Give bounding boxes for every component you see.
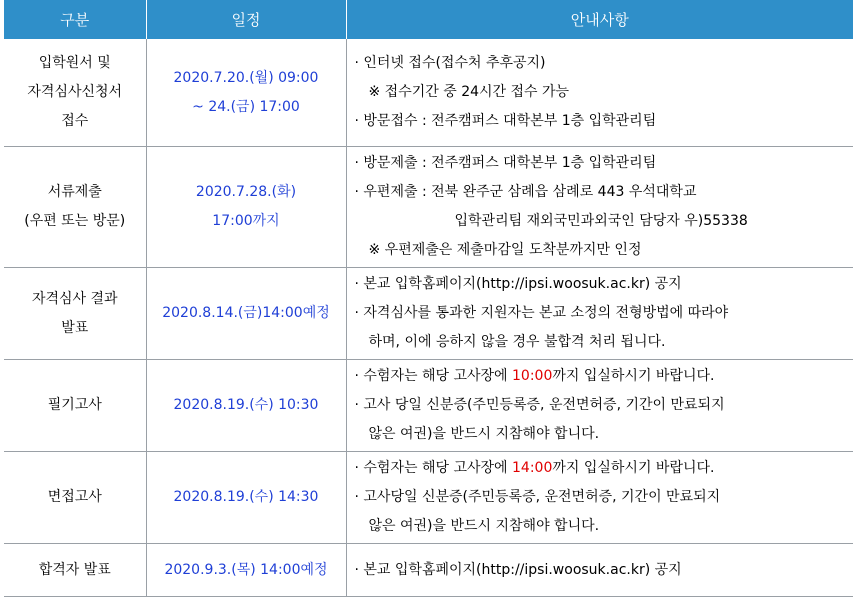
schedule-cell	[146, 452, 346, 544]
table-row	[4, 452, 853, 544]
entry-time: 10:00	[512, 368, 553, 384]
table-row	[4, 544, 853, 597]
note-text: · 수험자는 해당 고사장에	[354, 368, 512, 384]
category-cell	[4, 452, 146, 544]
category-text: 자격심사신청서	[27, 84, 123, 100]
schedule-table	[4, 0, 853, 597]
table-row	[4, 268, 853, 360]
note-line: ※ 우편제출은 제출마감일 도착분까지만 인정	[368, 242, 642, 258]
category-text: 자격심사 결과	[31, 290, 118, 307]
note-text: 까지 입실하시기 바랍니다.	[552, 368, 715, 384]
category-text: 입학원서 및	[38, 55, 111, 71]
schedule-text: 2020.9.3.(목) 14:00예정	[164, 561, 328, 578]
schedule-cell	[146, 268, 346, 360]
notes-cell	[346, 268, 853, 360]
schedule-text: ~ 24.(금) 17:00	[192, 98, 300, 115]
category-cell	[4, 39, 146, 147]
schedule-text: 2020.7.20.(월) 09:00	[173, 69, 319, 86]
schedule-text: 17:00까지	[212, 213, 280, 229]
note-line: · 우편제출 : 전북 완주군 삼례읍 삼례로 443 우석대학교	[354, 184, 697, 200]
header-schedule: 일정	[146, 0, 346, 39]
note-line: 않은 여권)을 반드시 지참해야 합니다.	[368, 426, 600, 442]
schedule-cell	[146, 360, 346, 452]
schedule-cell	[146, 544, 346, 597]
note-line: ※ 접수기간 중 24시간 접수 가능	[368, 84, 570, 100]
category-cell	[4, 268, 146, 360]
notes-cell	[346, 452, 853, 544]
category-text: 필기고사	[47, 397, 102, 413]
note-line	[355, 454, 854, 483]
note-line: · 본교 입학홈페이지(http://ipsi.woosuk.ac.kr) 공지	[354, 561, 682, 578]
note-line: · 인터넷 접수(접수처 추후공지)	[354, 55, 546, 71]
category-text: 합격자 발표	[38, 561, 111, 578]
category-text: (우편 또는 방문)	[24, 213, 126, 229]
schedule-text: 2020.7.28.(화)	[195, 184, 297, 200]
notes-cell	[346, 147, 853, 268]
notes-cell	[346, 544, 853, 597]
note-line: 입학관리팀 재외국민과외국인 담당자 우)55338	[454, 213, 748, 229]
category-text: 면접고사	[47, 489, 102, 505]
schedule-text: 2020.8.14.(금)14:00예정	[162, 305, 330, 321]
note-line: · 방문접수 : 전주캠퍼스 대학본부 1층 입학관리팀	[354, 113, 657, 129]
notes-cell	[346, 39, 853, 147]
schedule-cell	[146, 147, 346, 268]
schedule-text: 2020.8.19.(수) 10:30	[173, 397, 319, 413]
schedule-text: 2020.8.19.(수) 14:30	[173, 489, 319, 505]
note-line	[355, 362, 854, 391]
category-text: 접수	[61, 113, 89, 129]
header-notes: 안내사항	[346, 0, 853, 39]
category-text: 서류제출	[47, 184, 102, 200]
note-line: · 고사 당일 신분증(주민등록증, 운전면허증, 기간이 만료되지	[354, 397, 725, 413]
note-line: · 고사당일 신분증(주민등록증, 운전면허증, 기간이 만료되지	[354, 489, 721, 505]
note-line: 하며, 이에 응하지 않을 경우 불합격 처리 됩니다.	[368, 334, 666, 350]
note-line: 않은 여권)을 반드시 지참해야 합니다.	[368, 518, 600, 534]
note-text: · 수험자는 해당 고사장에	[354, 460, 512, 476]
note-line: · 본교 입학홈페이지(http://ipsi.woosuk.ac.kr) 공지	[354, 276, 682, 292]
note-text: 까지 입실하시기 바랍니다.	[552, 460, 715, 476]
header-category: 구분	[4, 0, 146, 39]
category-cell	[4, 544, 146, 597]
entry-time: 14:00	[512, 460, 553, 476]
table-row	[4, 147, 853, 268]
header-row	[4, 0, 853, 39]
category-cell	[4, 360, 146, 452]
note-line: · 자격심사를 통과한 지원자는 본교 소정의 전형방법에 따라야	[354, 305, 729, 321]
notes-cell	[346, 360, 853, 452]
note-line: · 방문제출 : 전주캠퍼스 대학본부 1층 입학관리팀	[354, 155, 657, 171]
table-row	[4, 39, 853, 147]
category-text: 발표	[61, 319, 89, 336]
schedule-cell	[146, 39, 346, 147]
table-row	[4, 360, 853, 452]
category-cell	[4, 147, 146, 268]
